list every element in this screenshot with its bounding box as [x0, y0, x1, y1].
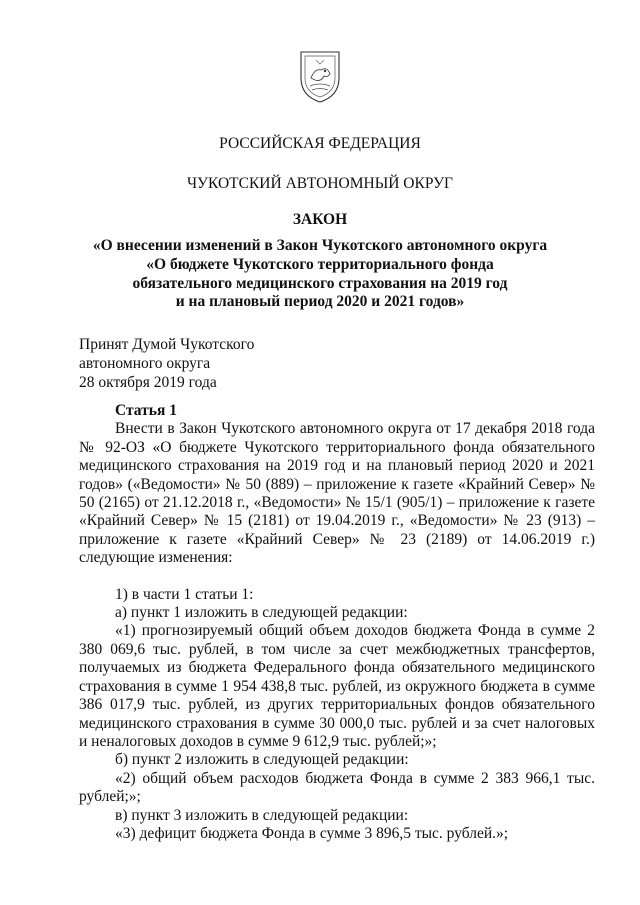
adoption-date: 28 октября 2019 года: [79, 373, 217, 391]
coat-of-arms-emblem: [297, 48, 343, 104]
region-heading: ЧУКОТСКИЙ АВТОНОМНЫЙ ОКРУГ: [186, 175, 454, 192]
item-a-line: а) пункт 1 изложить в следующей редакции:: [115, 604, 408, 622]
article-heading: Статья 1: [115, 402, 177, 419]
item-c-text: «3) дефицит бюджета Фонда в сумме 3 896,5 тыс. рублей.»;: [115, 824, 509, 842]
item-b-text: «2) общий объем расходов бюджета Фонда в сумме 2 383 966,1 тыс. рублей;»;: [79, 769, 595, 806]
law-title-line: обязательного медицинского страхования на 2019 год: [132, 274, 508, 292]
adoption-line: автономного округа: [79, 354, 211, 372]
adoption-line: Принят Думой Чукотского: [79, 336, 255, 353]
country-heading: РОССИЙСКАЯ ФЕДЕРАЦИЯ: [219, 135, 421, 152]
article-intro-paragraph: Внести в Закон Чукотского автономного округа от 17 декабря 2018 года № 92-ОЗ «О бюджете Чукотского территориального фонда обязательного медицинского страхования на 2019 год и на плановый период 2020 и 2021 годов» («Ведомости» № 50 (889) – приложение к газете «Крайний Север» № 50 (2165) от 21.12.2018 г., «Ведомости» № 15/1 (905/1) – приложение к газете «Крайний Север» № 15 (2181) от 19.04.2019 г., «Ведомости» № 23 (913) – приложение к газете «Крайний Север» № 23 (2189) от 14.06.2019 г.) следующие изменения:: [79, 420, 595, 567]
law-title: [0, 237, 640, 312]
law-title-line: «О внесении изменений в Закон Чукотского автономного округа: [92, 237, 548, 254]
document-type-heading: ЗАКОН: [292, 211, 348, 228]
law-title-line: «О бюджете Чукотского территориального фонда: [146, 255, 494, 273]
article-body: [79, 402, 595, 843]
item-a-text: «1) прогнозируемый общий объем доходов бюджета Фонда в сумме 2 380 069,6 тыс. рублей, в том числе за счет межбюджетных трансфертов, получаемых из бюджета Федерального фонда обязательного медицинского страхования в сумме 1 954 438,8 тыс. рублей, из окружного бюджета в сумме 386 017,9 тыс. рублей, из других территориальных фондов обязательного медицинского страхования в сумме 30 000,0 тыс. рублей и за счет налоговых и неналоговых доходов в сумме 9 612,9 тыс. рублей;»;: [79, 622, 595, 750]
adoption-note: [79, 336, 254, 392]
part-1-line: 1) в части 1 статьи 1:: [115, 585, 254, 603]
item-b-line: б) пункт 2 изложить в следующей редакции:: [115, 751, 409, 769]
item-c-line: в) пункт 3 изложить в следующей редакции:: [115, 806, 409, 824]
law-title-line: и на плановый период 2020 и 2021 годов»: [175, 293, 465, 311]
